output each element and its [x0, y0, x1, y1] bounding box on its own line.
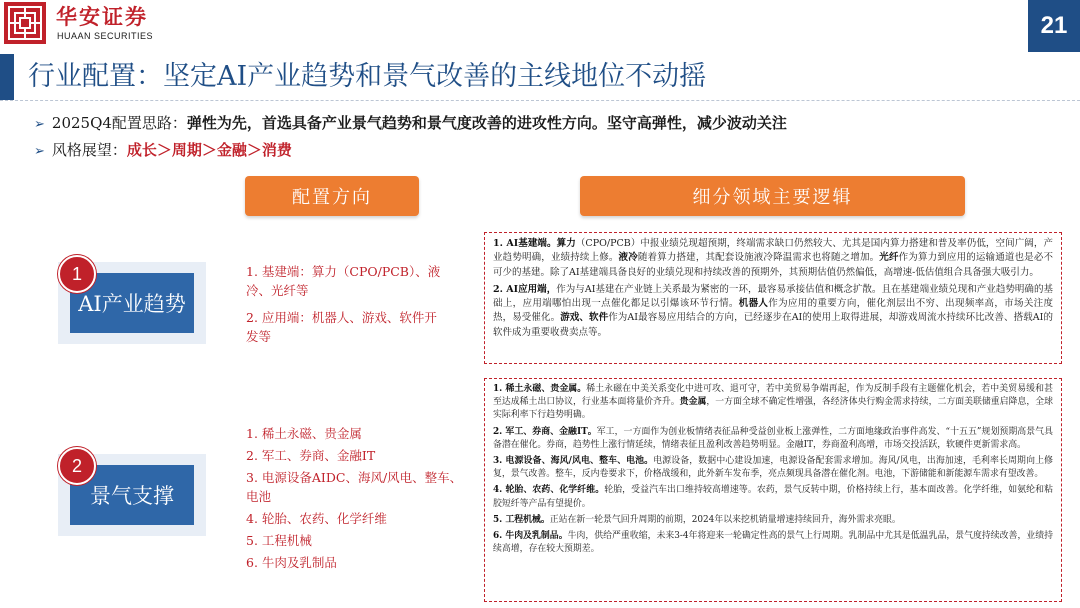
- config-item: 6. 牛肉及乳制品: [246, 555, 337, 570]
- config-item: 2. 应用端：机器人、游戏、软件开发等: [246, 310, 437, 344]
- bullet-label: 风格展望：: [51, 141, 127, 159]
- section-1-number: 1: [58, 255, 96, 293]
- bullet-arrow-icon: ➢: [34, 117, 45, 132]
- logic-paragraph: [493, 383, 1053, 423]
- logic-text: 正站在新一轮景气回升周期的前期，2024年以来挖机销量增速持续回升，海外需求亮眼。: [549, 514, 901, 525]
- bullet-config-approach: [34, 112, 787, 136]
- section-1-config-list: [246, 262, 446, 346]
- bullet-label: 2025Q4配置思路：: [51, 114, 187, 132]
- logic-text: 稀土永磁在中美关系变化中进可攻、退可守，若中美贸易争端再起，作为反制手段有主题催化机会，若中美贸易缓和甚至达成稀土出口协议，行业基本面将量价齐升。: [493, 384, 1053, 408]
- page-number: 21: [1028, 0, 1080, 52]
- logic-head: 4. 轮胎、农药、化学纤维。: [493, 485, 605, 496]
- logic-text: 随着算力搭建，其配套设施液冷降温需求也将随之增加。: [637, 252, 880, 264]
- logic-head: 6. 牛肉及乳制品。: [493, 531, 568, 542]
- section-2-label: 景气支撑: [70, 465, 194, 525]
- config-direction-header: 配置方向: [245, 176, 419, 216]
- logic-text: ，一方面全球不确定性增强，各经济体央行购金需求持续，二方面美联储重启降息，全球实际利率下行趋势明确。: [493, 397, 1054, 421]
- logic-head: 液冷: [618, 252, 638, 264]
- logic-head: 5. 工程机械。: [493, 514, 550, 525]
- logic-paragraph: [493, 283, 1053, 340]
- logic-paragraph: [493, 455, 1053, 481]
- logic-paragraph: [493, 484, 1053, 510]
- brand-logo-icon: [4, 2, 46, 44]
- logic-paragraph: [493, 514, 1053, 527]
- bullet-text: 弹性为先，首选具备产业景气趋势和景气度改善的进攻性方向。坚守高弹性，减少波动关注: [186, 114, 787, 132]
- section-2-logic-box: [484, 378, 1062, 602]
- bullet-style-outlook: [34, 139, 292, 163]
- logic-text: 牛肉，供给严重收缩，未来3-4年将迎来一轮确定性高的景气上行周期。乳制品中尤其是低温乳品，景气度持续改善，业绩持续高增，存在较大预期差。: [493, 531, 1053, 555]
- logic-header: 细分领域主要逻辑: [580, 176, 965, 216]
- section-1-label: AI产业趋势: [70, 273, 194, 333]
- logic-head: 1. 稀土永磁、贵金属。: [493, 384, 587, 394]
- logic-text: 作为算力到应用的运输通道也是必不可少的基建。除了AI基建端具备良好的业绩兑现和持续改善的预期外，其预期估值仍然偏低，高增速-低估值组合具备强大吸引力。: [493, 252, 1053, 278]
- logic-head: 机器人: [738, 298, 769, 310]
- logic-text: 作为应用的重要方向，催化剂层出不穷、出现频率高，市场关注度热，易受催化。: [493, 298, 1053, 324]
- config-item: 1. 稀土永磁、贵金属: [246, 426, 362, 441]
- title-accent-bar: [0, 54, 14, 100]
- logic-head: 贵金属: [679, 397, 707, 408]
- logic-paragraph: [493, 530, 1053, 556]
- bullet-arrow-icon: ➢: [34, 144, 45, 159]
- section-2-number: 2: [58, 447, 96, 485]
- logic-paragraph: [493, 426, 1053, 452]
- config-item: 2. 军工、券商、金融IT: [246, 448, 376, 463]
- logic-head: 游戏、软件: [560, 312, 609, 324]
- brand-name-en: HUAAN SECURITIES: [57, 31, 154, 41]
- config-item: 5. 工程机械: [246, 533, 312, 548]
- logic-head: 2. 军工、券商、金融IT。: [493, 426, 597, 437]
- logic-head: 3. 电源设备、海风/风电、整车、电池。: [493, 456, 654, 467]
- logic-paragraph: [493, 237, 1053, 280]
- logic-text: 作为AI最容易应用结合的方向，已经逐步在AI的使用上取得进展，却游戏周流水持续环比改善、搭载AI的软件成为重要收费卖点等。: [493, 312, 1053, 338]
- config-item: 3. 电源设备AIDC、海风/风电、整车、电池: [246, 470, 463, 504]
- logic-head: 1. AI基建端。算力: [493, 238, 576, 249]
- section-2-config-list: [246, 424, 468, 572]
- brand-name: 华安证券: [56, 4, 148, 29]
- logic-head: 光纤: [879, 252, 899, 264]
- logic-text: 作为与AI基建在产业链上关系最为紧密的一环，最容易承接估值和概念扩散。且在基建端业绩兑现和产业趋势明确的基础上，应用端哪怕出现一点催化都足以引爆该环节行情。: [493, 283, 1053, 310]
- logic-text: 轮胎，受益汽车出口维持较高增速等。农药，景气反转中期，价格持续上行，基本面改善。化学纤维，如氨纶和粘胶短纤等产品有望提价。: [493, 485, 1053, 509]
- logic-text: （CPO/PCB）中报业绩兑现超预期，终端需求缺口仍然较大、尤其是国内算力搭建和普及率仍低，空间广阔，产业趋势明确，业绩持续上修。: [493, 238, 1053, 264]
- logic-text: 军工，一方面作为创业板情绪表征品种受益创业板上涨弹性，二方面地缘政治事件高发、“十五五”规划预期高景气具备潜在催化。券商，趋势性上涨行情延续，情绪表征且盈利改善趋势明显。金融IT，券商盈利高增，市场交投活跃，软硬件更新需求高。: [493, 426, 1053, 450]
- logic-head: 2. AI应用端，: [493, 283, 557, 295]
- style-ranking: 成长＞周期＞金融＞消费: [126, 141, 292, 159]
- title-divider: [0, 100, 1080, 101]
- config-item: 4. 轮胎、农药、化学纤维: [246, 511, 387, 526]
- page-title: 行业配置：坚定AI产业趋势和景气改善的主线地位不动摇: [28, 61, 707, 92]
- config-item: 1. 基建端：算力（CPO/PCB）、液冷、光纤等: [246, 264, 441, 298]
- logic-text: 电源设备，数据中心建设加速，电源设备配套需求增加。海风/风电，出海加速，毛利率长周期向上修复，景气改善。整车，反内卷要求下，价格战缓和，此外新车发布季，亮点频现具备潜在催化剂。电池，下游储能和新能源车需求有望改善。: [493, 456, 1053, 480]
- section-1-logic-box: [484, 232, 1062, 364]
